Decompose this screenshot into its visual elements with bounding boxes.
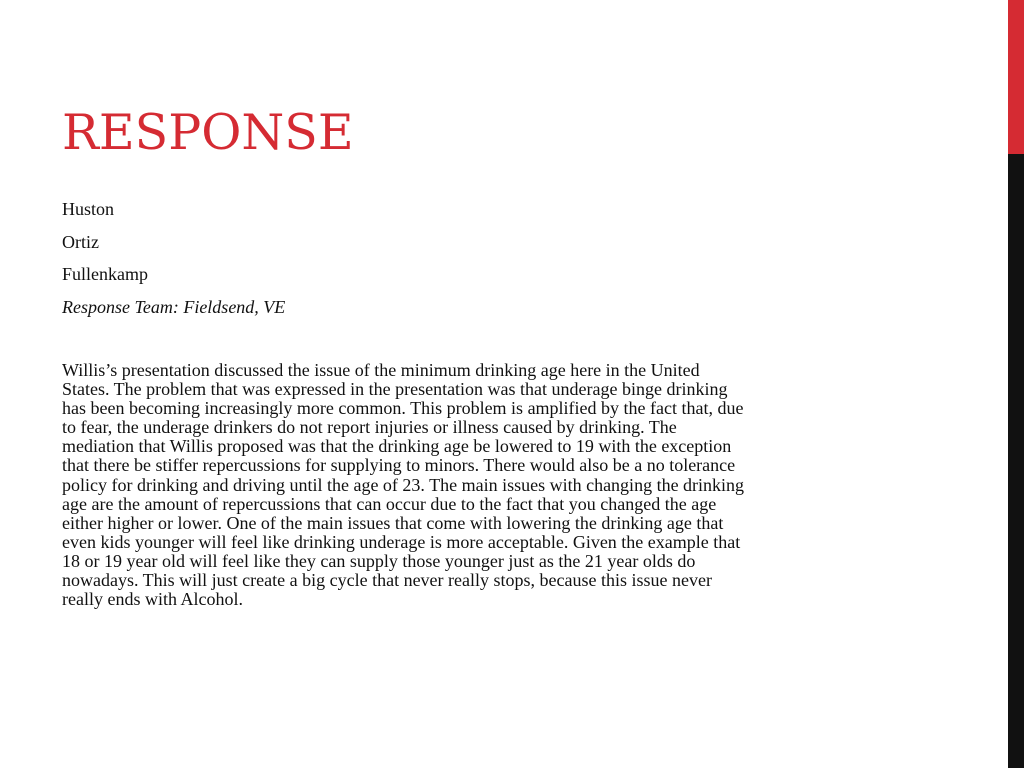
side-accent-red xyxy=(1008,0,1024,154)
side-accent-dark xyxy=(1008,154,1024,768)
paragraph-line: mediation that Willis proposed was that the drinking age be lowered to 19 with the exception xyxy=(62,436,732,457)
side-accent-bar xyxy=(1008,0,1024,768)
paragraph-line: that there be stiffer repercussions for supplying to minors. There would also be a no tolerance xyxy=(62,455,736,476)
author-name-1: Huston xyxy=(62,199,115,219)
author-list xyxy=(62,198,892,328)
author-name-2: Ortiz xyxy=(62,231,99,252)
paragraph-line: either higher or lower. One of the main issues that come with lowering the drinking age that xyxy=(62,512,724,533)
paragraph-line: to fear, the underage drinkers do not report injuries or illness caused by drinking. The xyxy=(62,417,677,438)
paragraph-line: policy for drinking and driving until the age of 23. The main issues with changing the drinking xyxy=(62,474,745,495)
paragraph-line: nowadays. This will just create a big cycle that never really stops, because this issue never xyxy=(62,570,712,591)
paragraph-line: States. The problem that was expressed in the presentation was that underage binge drinking xyxy=(62,379,728,400)
response-paragraph xyxy=(62,361,898,609)
slide-title: RESPONSE xyxy=(62,104,354,161)
paragraph-line: Willis’s presentation discussed the issue of the minimum drinking age here in the United xyxy=(62,360,700,380)
paragraph-line: has been becoming increasingly more common. This problem is amplified by the fact that, due xyxy=(62,398,744,419)
response-team: Response Team: Fieldsend, VE xyxy=(62,296,286,317)
paragraph-line: really ends with Alcohol. xyxy=(62,589,243,610)
paragraph-line: age are the amount of repercussions that can occur due to the fact that you changed the age xyxy=(62,493,717,514)
paragraph-line: even kids younger will feel like drinking underage is more acceptable. Given the example that xyxy=(62,531,741,552)
paragraph-line: 18 or 19 year old will feel like they can supply those younger just as the 21 year olds do xyxy=(62,550,696,571)
author-name-3: Fullenkamp xyxy=(62,264,148,284)
